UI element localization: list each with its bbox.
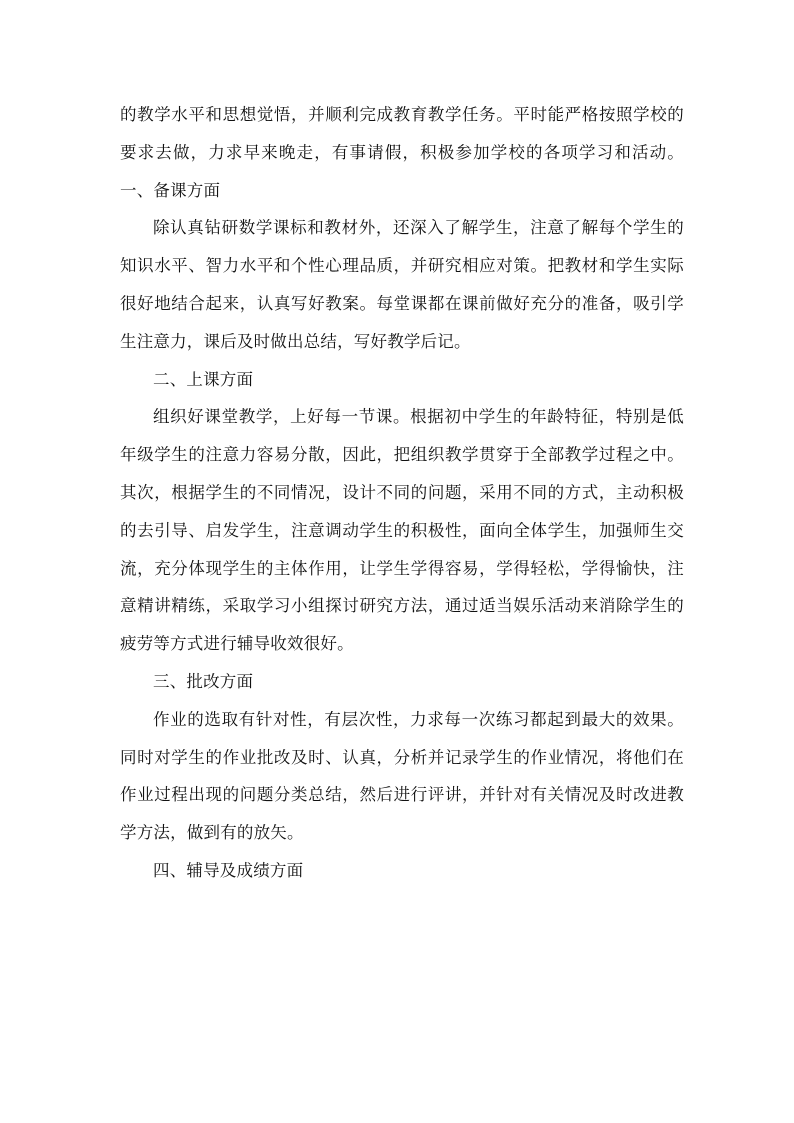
paragraph-homework-correction: 作业的选取有针对性，有层次性，力求每一次练习都起到最大的效果。同时对学生的作业批改及时、认真，分析并记录学生的作业情况，将他们在作业过程出现的问题分类总结，然后进行评讲，并针对有关情况及时改进教学方法，做到有的放矢。 xyxy=(120,709,684,843)
document-body xyxy=(120,96,684,890)
section-heading-tutoring-results: 四、辅导及成绩方面 xyxy=(153,860,304,880)
section-heading-class-teaching: 二、上课方面 xyxy=(153,369,254,389)
paragraph-lesson-preparation: 除认真钻研数学课标和教材外，还深入了解学生，注意了解每个学生的知识水平、智力水平和个性心理品质，并研究相应对策。把教材和学生实际很好地结合起来，认真写好教案。每堂课都在课前做好充分的准备，吸引学生注意力，课后及时做出总结，写好教学后记。 xyxy=(120,218,684,351)
paragraph-continued: 的教学水平和思想觉悟，并顺利完成教育教学任务。平时能严格按照学校的要求去做，力求早来晚走，有事请假，积极参加学校的各项学习和活动。一、备课方面 xyxy=(120,105,684,200)
section-heading-homework-correction: 三、批改方面 xyxy=(153,671,254,691)
paragraph-class-teaching: 组织好课堂教学，上好每一节课。根据初中学生的年龄特征，特别是低年级学生的注意力容易分散，因此，把组织教学贯穿于全部教学过程之中。其次，根据学生的不同情况，设计不同的问题，采用不同的方式，主动积极的去引导、启发学生，注意调动学生的积极性，面向全体学生，加强师生交流，充分体现学生的主体作用，让学生学得容易，学得轻松，学得愉快，注意精讲精练，采取学习小组探讨研究方法，通过适当娱乐活动来消除学生的疲劳等方式进行辅导收效很好。 xyxy=(120,407,684,654)
